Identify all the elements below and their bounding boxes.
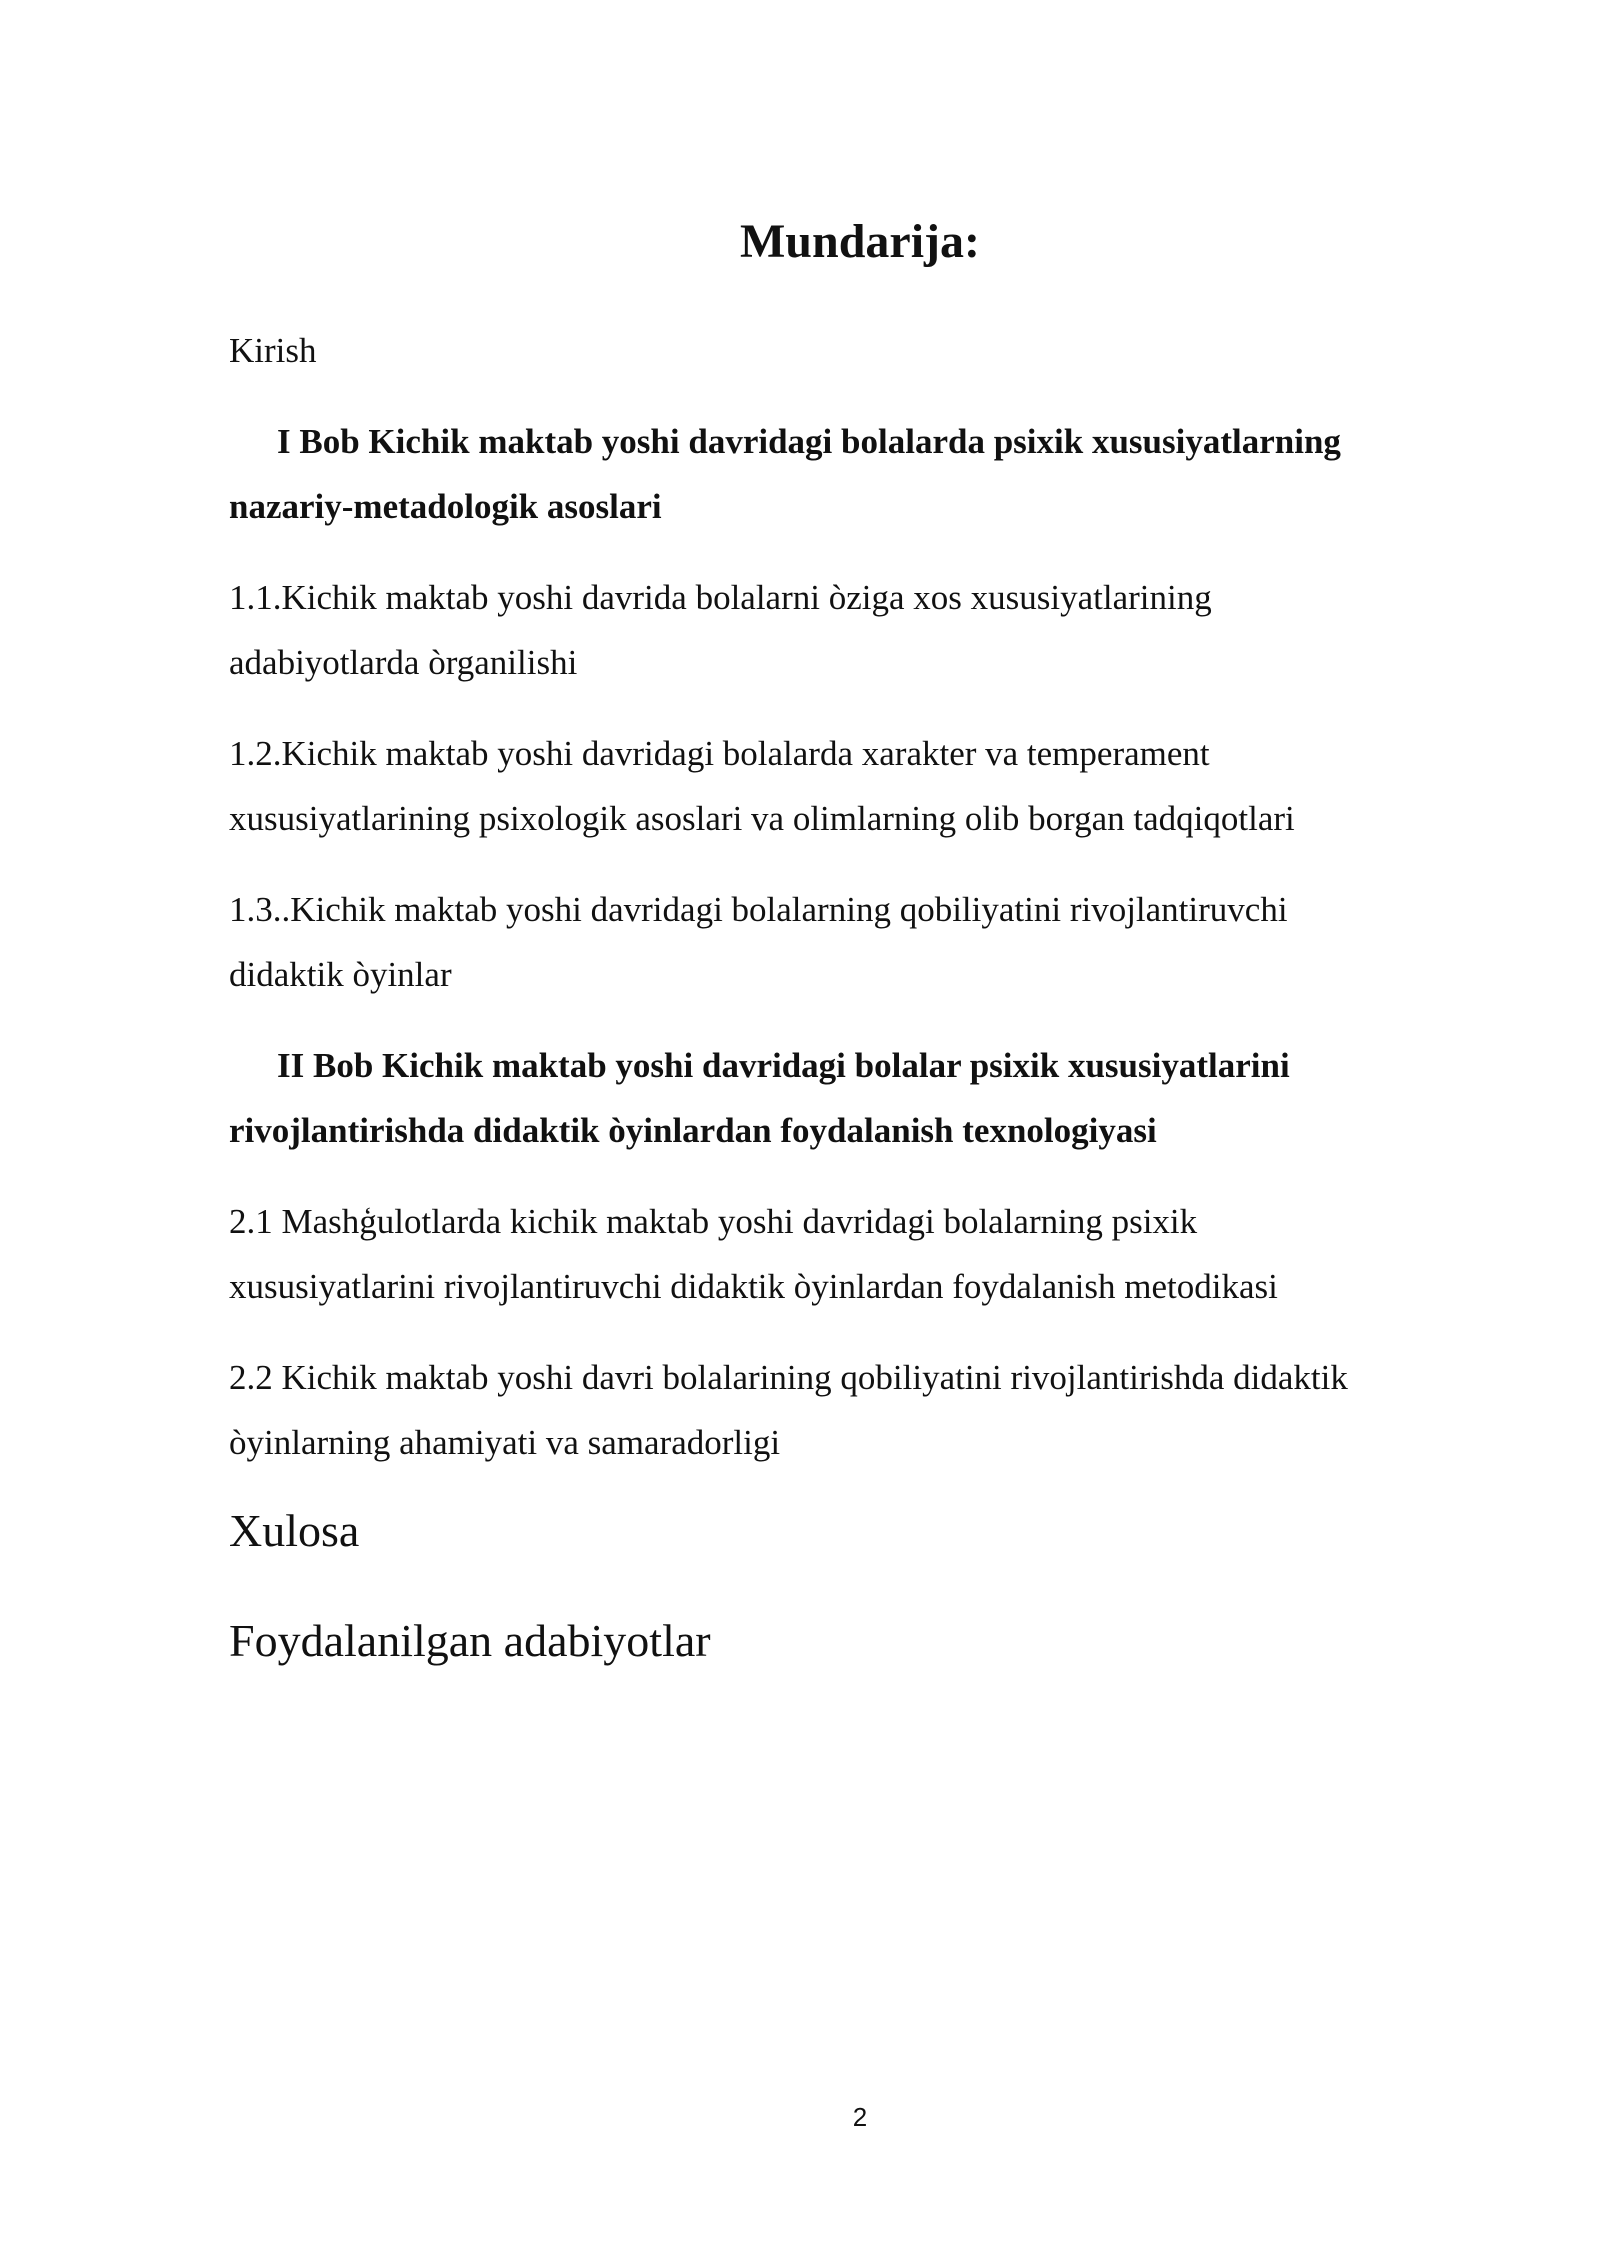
toc-section-1-1 bbox=[229, 565, 1459, 695]
toc-section-2-1-line-1: 2.1 Mashģulotlarda kichik maktab yoshi davridagi bolalarning psixik bbox=[229, 1202, 1198, 1241]
toc-section-1-2-line-1: 1.2.Kichik maktab yoshi davridagi bolalarda xarakter va temperament bbox=[229, 734, 1210, 773]
toc-section-1-3-line-1: 1.3..Kichik maktab yoshi davridagi bolalarning qobiliyatini rivojlantiruvchi bbox=[229, 890, 1288, 929]
toc-section-2-2 bbox=[229, 1345, 1459, 1475]
toc-section-1-2 bbox=[229, 721, 1459, 851]
toc-conclusion: Xulosa bbox=[229, 1505, 360, 1556]
toc-chapter-2 bbox=[229, 1033, 1459, 1163]
toc-section-1-2-line-2: xususiyatlarining psixologik asoslari va olimlarning olib borgan tadqiqotlari bbox=[229, 799, 1295, 838]
toc-section-2-2-line-2: òyinlarning ahamiyati va samaradorligi bbox=[229, 1423, 781, 1462]
toc-section-2-1-line-2: xususiyatlarini rivojlantiruvchi didaktik òyinlardan foydalanish metodikasi bbox=[229, 1267, 1278, 1306]
toc-chapter-2-line-2: rivojlantirishda didaktik òyinlardan foydalanish texnologiyasi bbox=[229, 1111, 1157, 1150]
toc-section-2-2-line-1: 2.2 Kichik maktab yoshi davri bolalarining qobiliyatini rivojlantirishda didaktik bbox=[229, 1358, 1348, 1397]
toc-entry-intro bbox=[229, 318, 1459, 383]
toc-entry-intro-text: Kirish bbox=[229, 331, 317, 370]
toc-chapter-1 bbox=[229, 409, 1459, 539]
toc-chapter-1-line-2: nazariy-metadologik asoslari bbox=[229, 487, 662, 526]
toc-section-1-1-line-1: 1.1.Kichik maktab yoshi davrida bolalarni òziga xos xususiyatlarining bbox=[229, 578, 1212, 617]
toc-chapter-2-line-1: II Bob Kichik maktab yoshi davridagi bolalar psixik xususiyatlarini bbox=[277, 1046, 1290, 1085]
toc-section-1-1-line-2: adabiyotlarda òrganilishi bbox=[229, 643, 578, 682]
page-title: Mundarija: bbox=[740, 215, 980, 268]
toc-section-1-3 bbox=[229, 877, 1459, 1007]
toc-section-1-3-line-2: didaktik òyinlar bbox=[229, 955, 452, 994]
toc-chapter-1-line-1: I Bob Kichik maktab yoshi davridagi bolalarda psixik xususiyatlarning bbox=[277, 422, 1341, 461]
table-of-contents bbox=[229, 318, 1459, 1671]
toc-references: Foydalanilgan adabiyotlar bbox=[229, 1615, 711, 1666]
toc-section-2-1 bbox=[229, 1189, 1459, 1319]
page-number: 2 bbox=[852, 2102, 868, 2132]
